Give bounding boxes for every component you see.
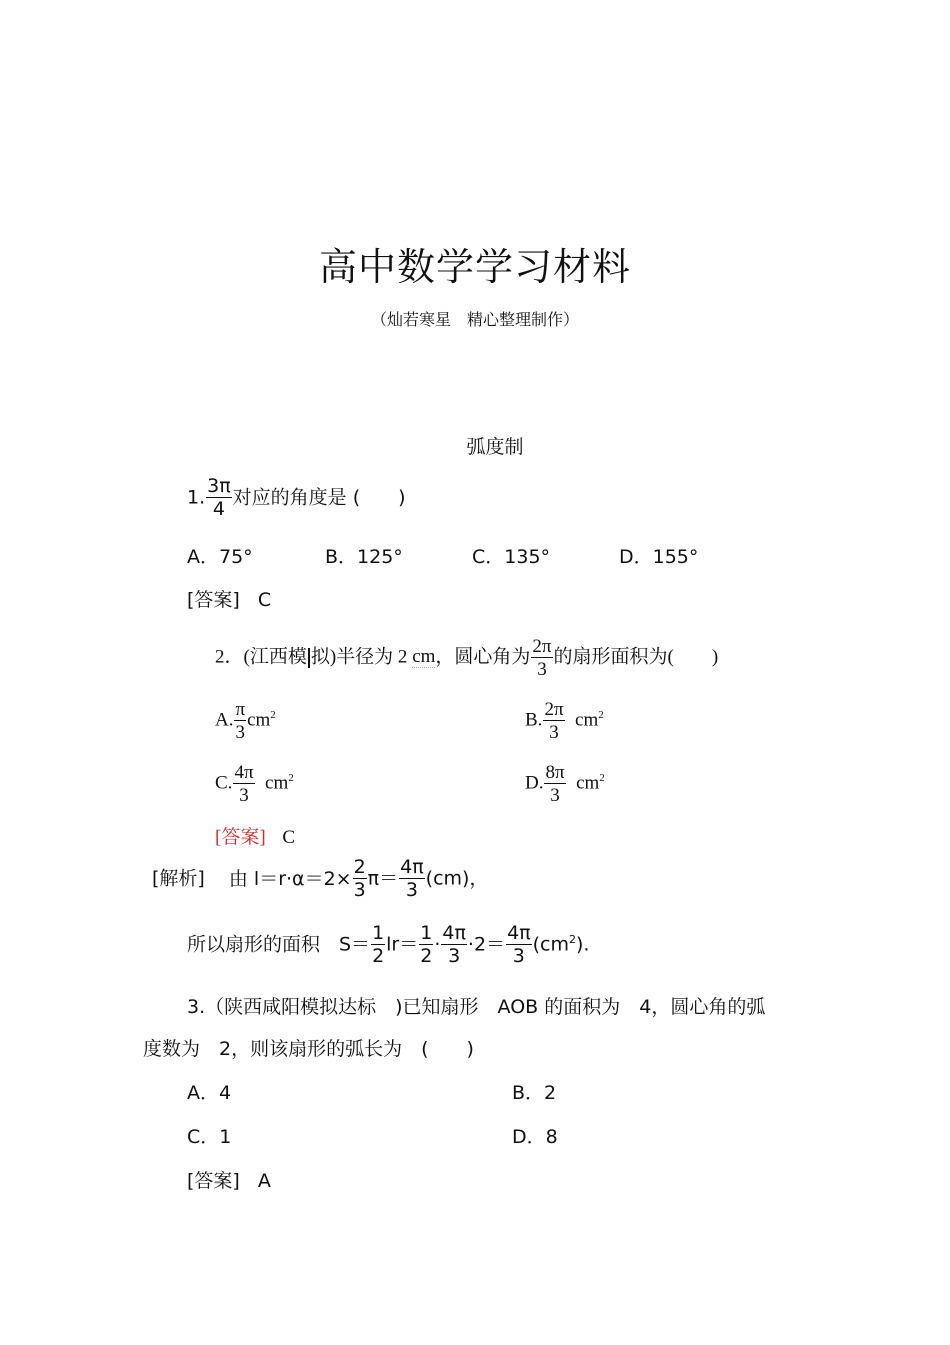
option-c: C．135° — [472, 546, 551, 568]
analysis-label: [解析] — [152, 867, 205, 890]
option-a: A．4 — [187, 1082, 232, 1104]
option-a: A. $\frac{\pi}{3}$ $cm^2$ — [215, 699, 276, 743]
option-b: B．2 — [512, 1082, 557, 1104]
question-text: 对应的角度是 ( ) — [232, 486, 406, 509]
option-a: A．75° — [187, 546, 253, 568]
option-c: C．1 — [187, 1126, 232, 1148]
question-2 — [215, 637, 718, 679]
analysis-line-2: 所以扇形的面积 S＝ $\frac{1}{2}$ lr＝ $\frac{1}{2}$ · $\frac{4\pi}{3}$ ·2＝ $\frac{4\pi}{3}$ $(cm^2)$. — [187, 922, 590, 967]
analysis-line-1: [解析] 由 l＝r·α＝2× $\frac{2}{3}$ π＝ $\frac{4\pi}{3}$ (cm)， — [152, 856, 489, 901]
question-text: ，圆心角为 — [435, 646, 531, 668]
section-heading: 弧度制 — [466, 436, 524, 458]
option-d: D．8 — [512, 1126, 558, 1148]
question-number: 2． — [215, 646, 244, 668]
question-number: 1. — [187, 486, 206, 509]
question-3-line-1: 3.（陕西咸阳模拟达标 )已知扇形 AOB 的面积为 4，圆心角的弧 — [187, 996, 766, 1018]
question-3-line-2: 度数为 2，则该扇形的弧长为 ( ) — [143, 1038, 474, 1060]
page-subtitle: （灿若寒星 精心整理制作） — [370, 310, 579, 329]
answer-label: [答案] — [187, 1170, 240, 1192]
question-source: (江西模 — [243, 646, 307, 668]
unit: cm — [412, 646, 436, 668]
option-d: D. $\frac{8\pi}{3}$ $cm^2$ — [525, 762, 605, 806]
answer-label: [答案] — [187, 589, 240, 611]
page-title: 高中数学学习材料 — [318, 245, 631, 289]
answer-value: C — [257, 589, 272, 611]
fraction: $\frac{2\pi}{3}$ — [532, 636, 552, 680]
fraction: $\frac{3\pi}{4}$ — [207, 475, 231, 520]
option-b: B．125° — [325, 546, 403, 568]
answer-1 — [187, 588, 271, 612]
answer-2 — [215, 822, 295, 849]
answer-value: A — [257, 1170, 271, 1192]
answer-label: [答案] — [215, 827, 266, 848]
question-1 — [187, 477, 406, 519]
question-text: 的扇形面积为( ) — [553, 646, 719, 668]
text-cursor-icon — [308, 648, 310, 668]
option-c: C. $\frac{4\pi}{3}$ $cm^2$ — [215, 762, 294, 806]
option-b: B. $\frac{2\pi}{3}$ $cm^2$ — [525, 699, 604, 743]
option-d: D．155° — [619, 546, 699, 568]
question-source-end: 拟) — [310, 646, 337, 668]
answer-3 — [187, 1169, 271, 1193]
question-text: 半径为 2 — [336, 646, 413, 668]
answer-value: C — [282, 827, 296, 848]
